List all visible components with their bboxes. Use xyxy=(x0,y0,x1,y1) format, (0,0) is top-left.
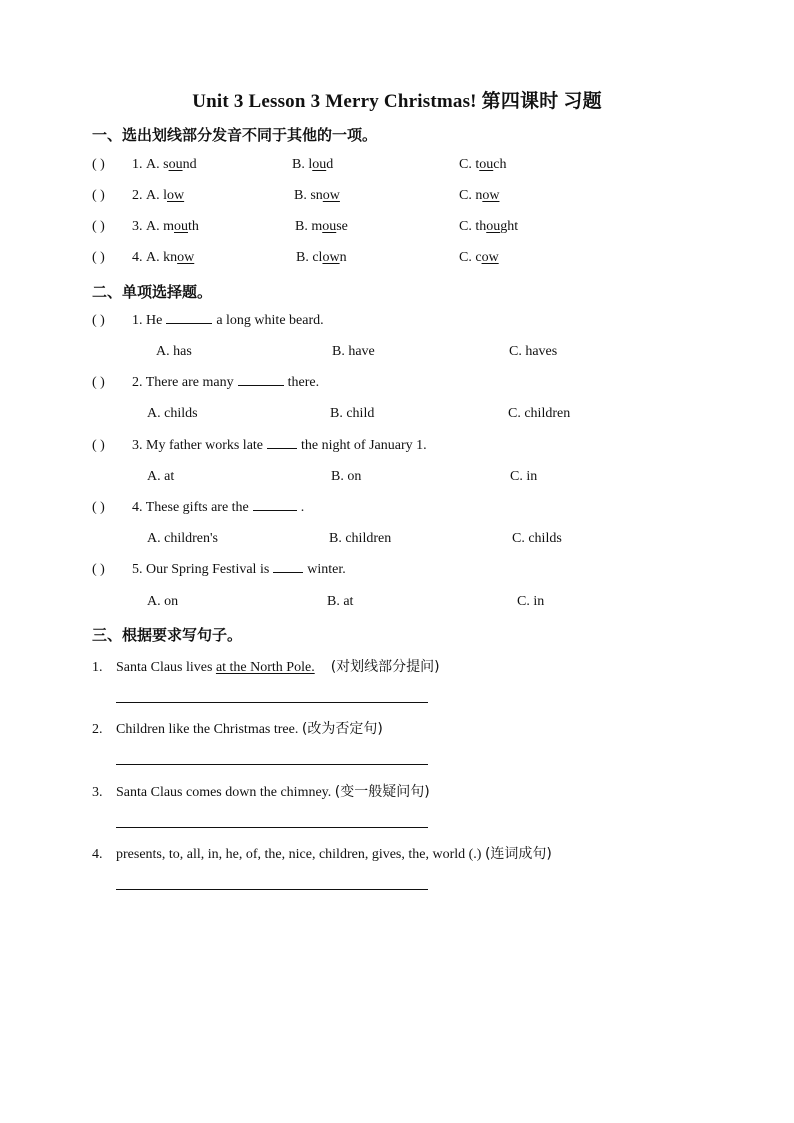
answer-paren[interactable]: ( ) xyxy=(92,219,105,234)
s1-q4-option-a: A. know xyxy=(146,250,195,265)
answer-paren[interactable]: ( ) xyxy=(92,188,105,203)
s2-q3-option-b: B. on xyxy=(331,469,362,484)
section2-heading: 二、单项选择题。 xyxy=(92,283,213,301)
s1-q4-option-c: C. cow xyxy=(459,250,499,265)
s1-q1-option-a: A. sound xyxy=(146,157,197,172)
answer-paren[interactable]: ( ) xyxy=(92,250,105,265)
s2-q1-option-b: B. have xyxy=(332,344,375,359)
s2-q5-option-b: B. at xyxy=(327,594,354,609)
s1-question-2: ( ) 2. xyxy=(92,188,143,203)
answer-paren[interactable]: ( ) xyxy=(92,375,105,390)
answer-paren[interactable]: ( ) xyxy=(92,313,105,328)
s1-q4-option-b: B. clown xyxy=(296,250,347,265)
s2-q4-option-c: C. childs xyxy=(512,531,562,546)
answer-line-1[interactable] xyxy=(116,702,428,703)
fill-blank[interactable] xyxy=(166,322,212,324)
answer-paren[interactable]: ( ) xyxy=(92,500,105,515)
s1-q3-option-c: C. thought xyxy=(459,219,519,234)
s2-q3-option-c: C. in xyxy=(510,469,538,484)
answer-line-4[interactable] xyxy=(116,889,428,890)
s2-q5-option-a: A. on xyxy=(147,594,179,609)
s2-q4-option-a: A. children's xyxy=(147,531,218,546)
s1-question-3: ( ) 3. xyxy=(92,219,143,234)
s2-q4-option-b: B. children xyxy=(329,531,392,546)
answer-line-2[interactable] xyxy=(116,764,428,765)
s3-item-3: 3. Santa Claus comes down the chimney. (变一般疑问句) xyxy=(92,784,430,800)
s1-q3-option-a: A. mouth xyxy=(146,219,199,234)
s2-q2-option-c: C. children xyxy=(508,406,571,421)
underlined-phrase: at the North Pole. xyxy=(215,660,315,675)
s2-q2-option-a: A. childs xyxy=(147,406,198,421)
s2-question-4: ( ) 4. These gifts are the . xyxy=(92,500,305,515)
s1-q2-option-b: B. snow xyxy=(294,188,340,203)
answer-paren[interactable]: ( ) xyxy=(92,157,105,172)
s1-q2-option-c: C. now xyxy=(459,188,500,203)
s1-q3-option-b: B. mouse xyxy=(295,219,348,234)
s2-q5-option-c: C. in xyxy=(517,594,545,609)
s2-q3-option-a: A. at xyxy=(147,469,175,484)
s2-question-1: ( ) 1. He a long white beard. xyxy=(92,313,324,328)
s2-question-5: ( ) 5. Our Spring Festival is winter. xyxy=(92,562,346,577)
s2-question-3: ( ) 3. My father works late the night of January 1. xyxy=(92,438,427,453)
s1-question-1: ( ) 1. xyxy=(92,157,143,172)
s2-q2-option-b: B. child xyxy=(330,406,375,421)
s2-q1-option-c: C. haves xyxy=(509,344,558,359)
section3-heading: 三、根据要求写句子。 xyxy=(92,626,243,644)
answer-paren[interactable]: ( ) xyxy=(92,438,105,453)
s2-question-2: ( ) 2. There are many there. xyxy=(92,375,320,390)
s1-q1-option-c: C. touch xyxy=(459,157,507,172)
s1-question-4: ( ) 4. xyxy=(92,250,143,265)
fill-blank[interactable] xyxy=(238,384,284,386)
s1-q2-option-a: A. low xyxy=(146,188,185,203)
fill-blank[interactable] xyxy=(273,571,303,573)
s1-q1-option-b: B. loud xyxy=(292,157,334,172)
s3-item-4: 4. presents, to, all, in, he, of, the, nice, children, gives, the, world (.) (连词成句) xyxy=(92,846,552,862)
answer-line-3[interactable] xyxy=(116,827,428,828)
fill-blank[interactable] xyxy=(253,509,297,511)
s3-item-2: 2. Children like the Christmas tree. (改为否定句) xyxy=(92,721,383,737)
page-title: Unit 3 Lesson 3 Merry Christmas! 第四课时 习题 xyxy=(192,91,602,112)
answer-paren[interactable]: ( ) xyxy=(92,562,105,577)
section1-heading: 一、选出划线部分发音不同于其他的一项。 xyxy=(92,126,378,144)
s2-q1-option-a: A. has xyxy=(156,344,192,359)
s3-item-1: 1. Santa Claus lives at the North Pole. (对划线部分提问) xyxy=(92,659,440,675)
fill-blank[interactable] xyxy=(267,447,297,449)
